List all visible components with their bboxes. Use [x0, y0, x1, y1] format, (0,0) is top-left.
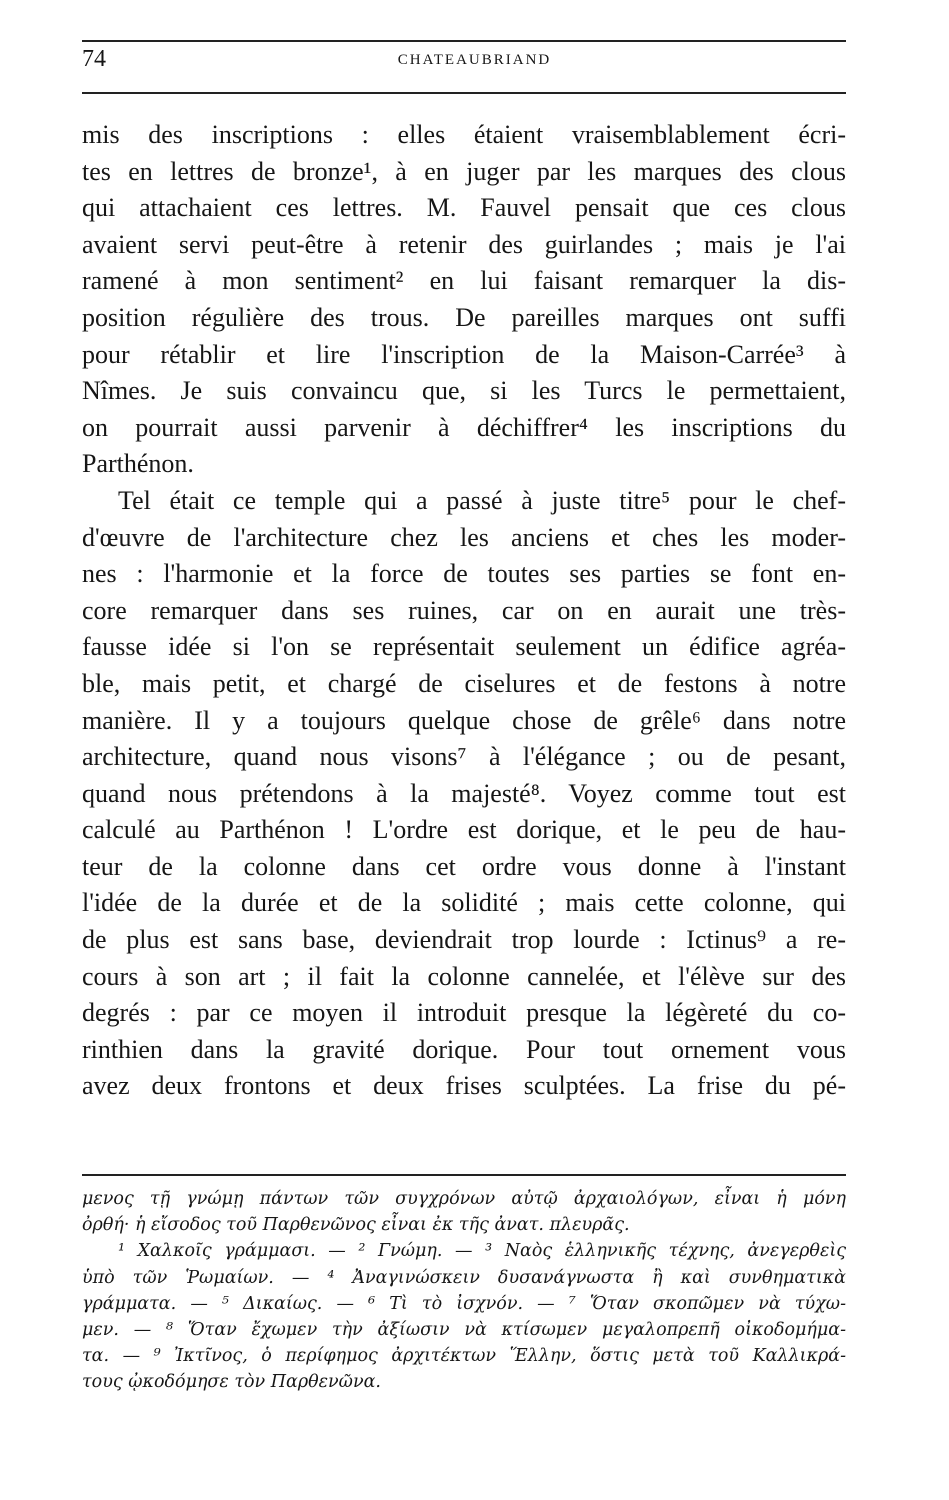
text-line: Nîmes. Je suis convaincu que, si les Turcs le permettaient, [82, 376, 846, 406]
body-text [82, 117, 846, 1105]
text-line: calculé au Parthénon ! L'ordre est dorique, et le peu de hau- [82, 815, 846, 845]
footnote-line: ¹ Χαλκοῖς γράμμασι. — ² Γνώμη. — ³ Ναὸς ἑλληνικῆς τέχνης, ἀνεγερθεὶς [118, 1241, 846, 1262]
text-line: Parthénon. [82, 449, 194, 479]
text-line: l'idée de la durée et de la solidité ; mais cette colonne, qui [82, 888, 846, 918]
text-line: quand nous prétendons à la majesté⁸. Voyez comme tout est [82, 778, 846, 808]
text-line: core remarquer dans ses ruines, car on en aurait une très- [82, 595, 846, 625]
text-line: rinthien dans la gravité dorique. Pour tout ornement vous [82, 1034, 846, 1064]
footnote-line: ὀρθή· ἡ εἴσοδος τοῦ Παρθενῶνος εἶναι ἐκ τῆς ἀνατ. πλευρᾶς. [82, 1215, 630, 1236]
running-head [82, 46, 867, 76]
text-line: d'œuvre de l'architecture chez les anciens et ches les moder- [82, 522, 846, 552]
page-number: 74 [82, 46, 106, 72]
top-rule [82, 40, 846, 42]
text-line: de plus est sans base, deviendrait trop lourde : Ictinus⁹ a re- [82, 925, 846, 955]
footnote-line: τα. — ⁹ Ἰκτῖνος, ὁ περίφημος ἀρχιτέκτων Ἕλλην, ὅστις μετὰ τοῦ Καλλικρά- [82, 1346, 846, 1367]
text-line: architecture, quand nous visons⁷ à l'élégance ; ou de pesant, [82, 742, 846, 772]
text-line: pour rétablir et lire l'inscription de la Maison-Carrée³ à [82, 339, 846, 369]
text-line: ramené à mon sentiment² en lui faisant remarquer la dis- [82, 266, 846, 296]
text-line: avez deux frontons et deux frises sculptées. La frise du pé- [82, 1071, 846, 1101]
footnote-line: ὑπὸ τῶν Ῥωμαίων. — ⁴ Ἀναγινώσκειν δυσανάγνωστα ἢ καὶ συνθηματικὰ [82, 1267, 846, 1288]
text-line: teur de la colonne dans cet ordre vous donne à l'instant [82, 851, 846, 881]
text-line: on pourrait aussi parvenir à déchiffrer⁴ les inscriptions du [82, 412, 846, 442]
text-line: tes en lettres de bronze¹, à en juger par les marques des clous [82, 156, 846, 186]
footnote-line: μενος τῇ γνώμῃ πάντων τῶν συγχρόνων αὐτῷ ἀρχαιολόγων, εἶναι ἡ μόνη [82, 1189, 846, 1209]
text-line: avaient servi peut-être à retenir des guirlandes ; mais je l'ai [82, 229, 846, 259]
text-line: fausse idée si l'on se représentait seulement un édifice agréa- [82, 632, 846, 662]
text-line: manière. Il y a toujours quelque chose de grêle⁶ dans notre [82, 705, 846, 735]
text-line: degrés : par ce moyen il introduit presque la légèreté du co- [82, 998, 846, 1028]
text-line: mis des inscriptions : elles étaient vraisemblablement écri- [82, 120, 846, 149]
text-line: qui attachaient ces lettres. M. Fauvel pensait que ces clous [82, 193, 846, 223]
footnote-line: γράμματα. — ⁵ Δικαίως. — ⁶ Τὶ τὸ ἰσχνόν. — ⁷ Ὅταν σκοπῶμεν νὰ τύχω- [82, 1293, 846, 1314]
footnote-line: μεν. — ⁸ Ὅταν ἔχωμεν τὴν ἀξίωσιν νὰ κτίσωμεν μεγαλοπρεπῆ οἰκοδομήμα- [82, 1319, 846, 1340]
text-line: cours à son art ; il fait la colonne cannelée, et l'élève sur des [82, 961, 846, 991]
running-title: CHATEAUBRIAND [397, 52, 552, 68]
text-line: position régulière des trous. De pareilles marques ont suffi [82, 302, 846, 332]
footnote-rule [82, 1174, 846, 1176]
text-line: nes : l'harmonie et la force de toutes ses parties se font en- [82, 559, 846, 589]
paragraph-start-line: Tel était ce temple qui a passé à juste titre⁵ pour le chef- [118, 485, 846, 515]
footnotes [82, 1186, 846, 1396]
text-line: ble, mais petit, et chargé de ciselures et de festons à notre [82, 668, 846, 698]
footnote-line: τους ᾠκοδόμησε τὸν Παρθενῶνα. [82, 1372, 381, 1393]
header-rule [82, 92, 846, 94]
